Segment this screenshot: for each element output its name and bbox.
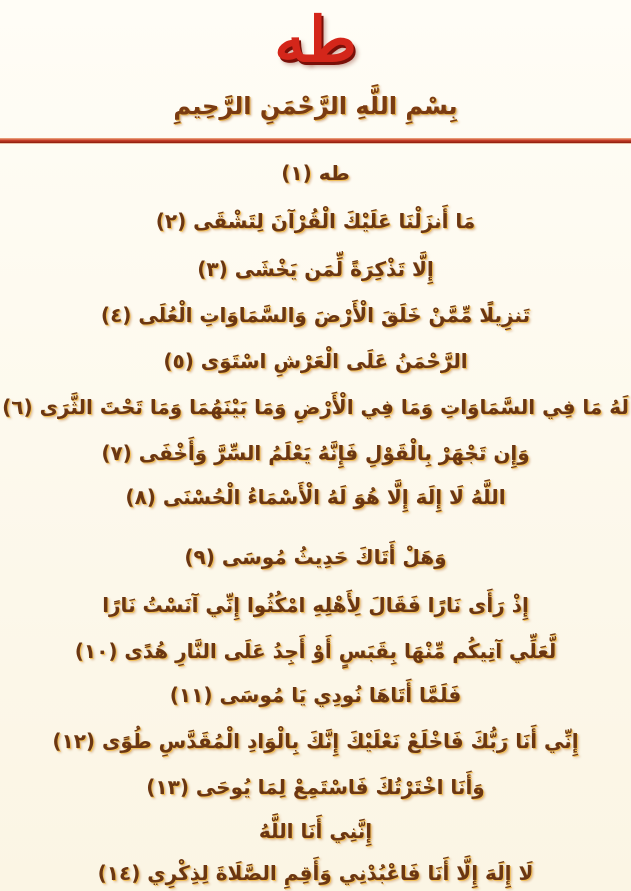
verse-1: طه (١): [281, 161, 350, 185]
verse-9: وَهَلْ أَتَاكَ حَدِيثُ مُوسَى (٩): [184, 545, 447, 569]
header-divider: [0, 138, 631, 144]
verse-5: الرَّحْمَنُ عَلَى الْعَرْشِ اسْتَوَى (٥): [163, 349, 468, 373]
verse-3: إِلَّا تَذْكِرَةً لِّمَن يَخْشَى (٣): [197, 257, 434, 281]
verse-10a: إِذْ رَأَى نَارًا فَقَالَ لِأَهْلِهِ امْكُثُوا إِنِّي آنَسْتُ نَارًا: [102, 593, 529, 617]
verse-6: لَهُ مَا فِي السَّمَاوَاتِ وَمَا فِي الْأَرْضِ وَمَا بَيْنَهُمَا وَمَا تَحْتَ الثَّرَى (٦): [2, 395, 629, 419]
verse-11: فَلَمَّا أَتَاهَا نُودِي يَا مُوسَى (١١): [169, 683, 462, 707]
surah-title: طه: [274, 3, 357, 76]
basmala: بِسْمِ اللَّهِ الرَّحْمَنِ الرَّحِيمِ: [173, 92, 458, 120]
verse-13: وَأَنَا اخْتَرْتُكَ فَاسْتَمِعْ لِمَا يُوحَى (١٣): [146, 775, 485, 799]
verse-10b: لَّعَلِّي آتِيكُم مِّنْهَا بِقَبَسٍ أَوْ أَجِدُ عَلَى النَّارِ هُدًى (١٠): [74, 639, 557, 663]
verse-list: [0, 158, 631, 891]
verse-14b: لَا إِلَهَ إِلَّا أَنَا فَاعْبُدْنِي وَأَقِمِ الصَّلَاةَ لِذِكْرِي (١٤): [97, 861, 534, 885]
verse-4: تَنزِيلًا مِّمَّنْ خَلَقَ الْأَرْضَ وَالسَّمَاوَاتِ الْعُلَى (٤): [100, 303, 531, 327]
verse-12: إِنِّي أَنَا رَبُّكَ فَاخْلَعْ نَعْلَيْكَ إِنَّكَ بِالْوَادِ الْمُقَدَّسِ طُوًى (١٢): [52, 729, 579, 753]
verse-14a: إِنَّنِي أَنَا اللَّهُ: [258, 819, 373, 843]
verse-7: وَإِن تَجْهَرْ بِالْقَوْلِ فَإِنَّهُ يَعْلَمُ السِّرَّ وَأَخْفَى (٧): [101, 441, 530, 465]
verse-8: اللَّهُ لَا إِلَهَ إِلَّا هُوَ لَهُ الْأَسْمَاءُ الْحُسْنَى (٨): [125, 485, 506, 509]
verse-2: مَا أَنزَلْنَا عَلَيْكَ الْقُرْآنَ لِتَشْقَى (٢): [155, 209, 476, 233]
